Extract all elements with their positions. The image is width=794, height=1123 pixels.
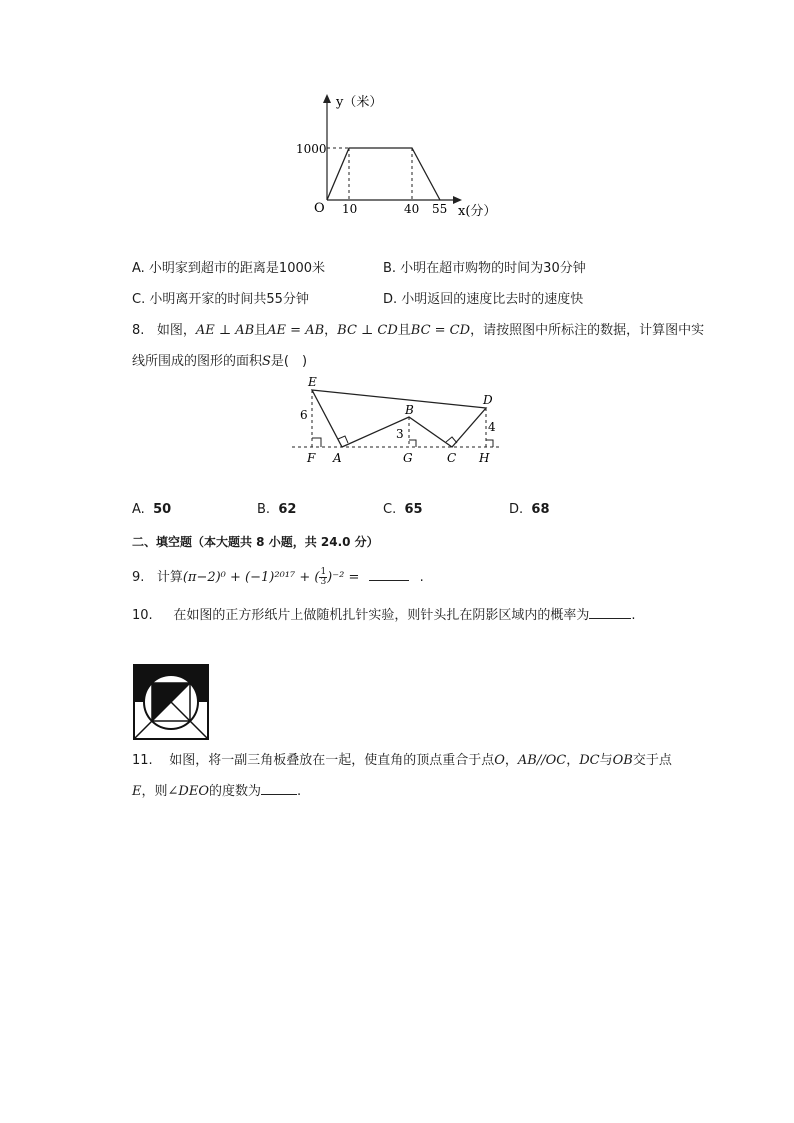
q8-text: ，请按照图中所标注的数据，计算图中实 <box>470 323 705 338</box>
q8-text: 线所围成的图形的面积 <box>132 354 263 369</box>
graph-line <box>327 148 440 200</box>
q10-end: . <box>631 608 636 623</box>
q11-ob: OB <box>612 753 633 768</box>
q11-end: . <box>297 784 302 799</box>
q10-line <box>132 606 636 626</box>
q8-option-d: D. 68 <box>509 502 550 517</box>
q8-option-b-value: 62 <box>278 502 297 517</box>
q8-text: 是( ) <box>270 354 308 369</box>
right-angle-f <box>312 438 321 447</box>
q8-option-b: B. 62 <box>257 502 297 517</box>
label-c: C <box>447 451 457 465</box>
q9-line <box>132 566 424 590</box>
x-axis-label: x(分） <box>458 204 497 219</box>
q11-line1: 11. 如图，将一副三角板叠放在一起，使直角的顶点重合于点O，AB//OC，DC与OB交于点 <box>132 753 672 768</box>
q11-angle: ∠DEO <box>167 784 209 799</box>
q8-cond-1: AE ⊥ AB <box>195 323 255 338</box>
x-tick-10: 10 <box>342 202 358 216</box>
label-f: F <box>307 451 316 465</box>
q8-cond-3: BC ⊥ CD <box>337 323 398 338</box>
section-2-title: 二、填空题（本大题共 8 小题，共 24.0 分） <box>132 535 379 549</box>
q8-number: 8. <box>132 323 145 338</box>
q11-point-e: E <box>132 784 142 799</box>
label-b: B <box>405 403 414 417</box>
q11-number: 11. <box>132 753 153 768</box>
right-angle-h <box>486 440 493 447</box>
x-tick-40: 40 <box>404 202 420 216</box>
q7-option-c: C. 小明离开家的时间共55分钟 <box>132 292 309 307</box>
q8-option-d-value: 68 <box>531 502 550 517</box>
q10-square-figure <box>133 664 209 740</box>
q11-point-o: O <box>494 753 505 768</box>
label-d: D <box>483 393 493 407</box>
label-e: E <box>308 375 317 389</box>
y-axis-label: y（米） <box>336 95 383 110</box>
q11-parallel: AB//OC <box>517 753 567 768</box>
q9-expression-end: )⁻² = <box>327 570 360 585</box>
q9-end: . <box>419 570 424 585</box>
q11-text: 的度数为 <box>208 784 261 799</box>
q9-answer-blank[interactable] <box>369 580 409 581</box>
q8-option-a: A. 50 <box>132 502 172 517</box>
q8-option-c-value: 65 <box>404 502 423 517</box>
q8-var-s: S <box>262 354 271 369</box>
q10-number: 10. <box>132 608 153 623</box>
q8-line1 <box>132 321 704 341</box>
q8-cond-4: BC = CD <box>410 323 471 338</box>
origin-label: O <box>314 201 325 216</box>
q9-text: 计算 <box>156 570 183 585</box>
q8-text: 如图， <box>156 323 196 338</box>
q7-option-d: D. 小明返回的速度比去时的速度快 <box>383 292 584 307</box>
q8-figure <box>290 372 510 472</box>
distance-time-graph <box>290 88 520 223</box>
y-axis-arrow <box>323 94 331 103</box>
q9-expression: (π−2)⁰ + (−1)²⁰¹⁷ + ( <box>182 570 320 585</box>
q9-fraction <box>319 568 327 587</box>
q11-answer-blank[interactable] <box>261 794 297 795</box>
right-angle-c <box>446 437 457 443</box>
q10-answer-blank[interactable] <box>589 618 631 619</box>
label-a: A <box>333 451 342 465</box>
label-4: 4 <box>488 420 496 434</box>
right-angle-g <box>409 440 416 447</box>
q10-text: 在如图的正方形纸片上做随机扎针实验，则针头扎在阴影区域内的概率为 <box>173 608 590 623</box>
q7-option-b: B. 小明在超市购物的时间为30分钟 <box>383 261 586 276</box>
q8-cond-2: AE = AB <box>267 323 325 338</box>
q11-text: 如图，将一副三角板叠放在一起，使直角的顶点重合于点 <box>169 753 495 768</box>
q8-option-a-value: 50 <box>153 502 172 517</box>
q11-dc: DC <box>579 753 600 768</box>
y-tick-1000: 1000 <box>296 142 327 156</box>
q9-number: 9. <box>132 570 145 585</box>
label-6: 6 <box>300 408 308 422</box>
q8-text: 且 <box>397 323 411 338</box>
q8-line2 <box>132 352 307 372</box>
label-3: 3 <box>396 427 404 441</box>
x-tick-55: 55 <box>432 202 448 216</box>
label-h: H <box>479 451 490 465</box>
q11-text: 交于点 <box>632 753 672 768</box>
x-axis-arrow <box>453 196 462 204</box>
label-g: G <box>403 451 413 465</box>
q11-line2: E，则∠DEO的度数为 . <box>132 784 302 799</box>
q8-text: ， <box>324 323 338 338</box>
q7-option-a: A. 小明家到超市的距离是1000米 <box>132 261 326 276</box>
q9-frac-num: 1 <box>320 567 327 577</box>
q8-text: 且 <box>254 323 268 338</box>
q9-frac-den: 3 <box>320 577 327 587</box>
q8-option-c: C. 65 <box>383 502 423 517</box>
